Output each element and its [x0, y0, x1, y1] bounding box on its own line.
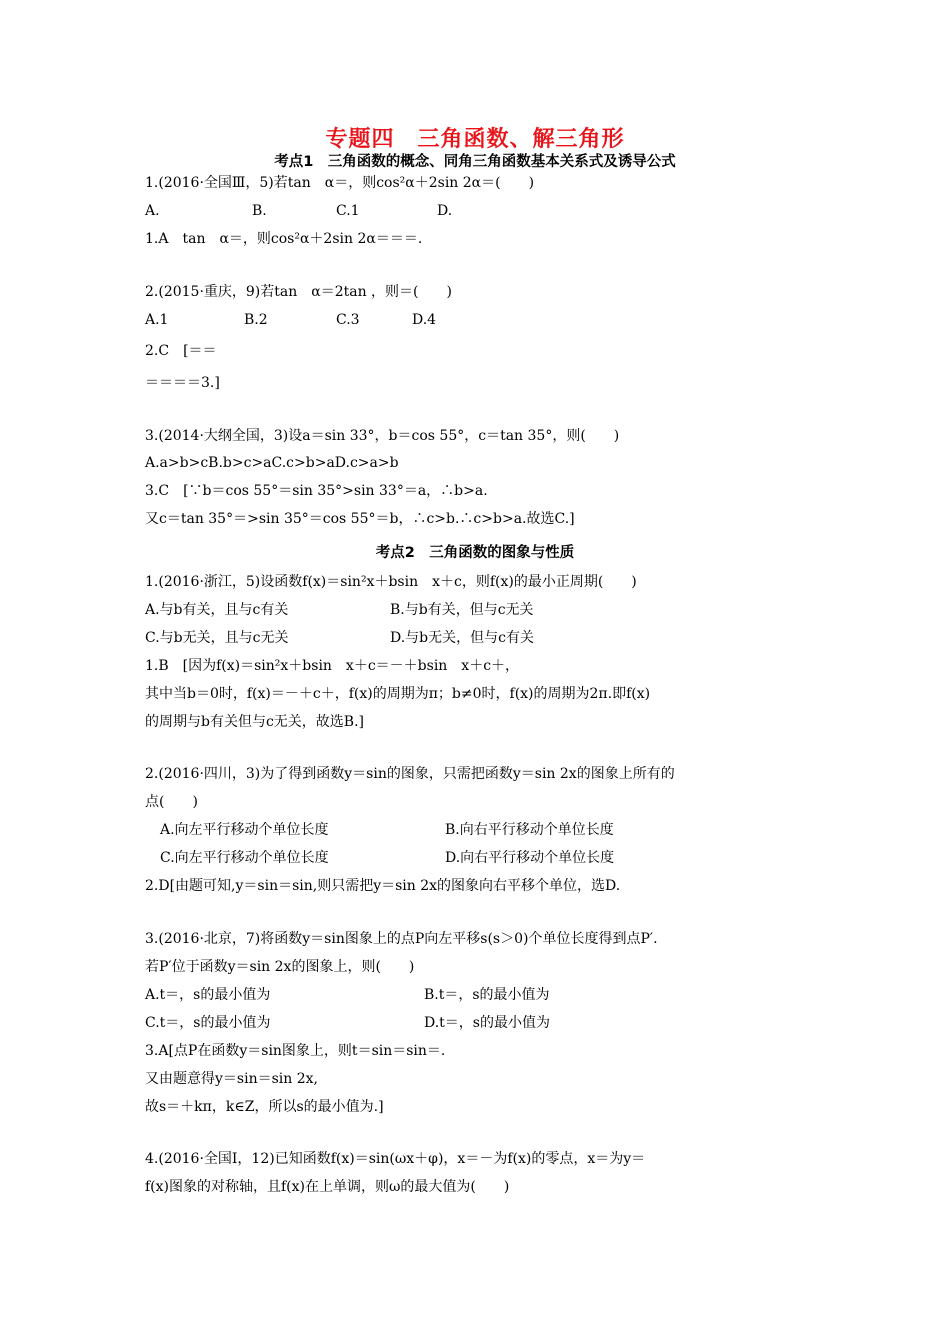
answer: 2.D[由题可知,y＝sin＝sin,则只需把y＝sin 2x的图象向右平移个单位，选D. — [145, 878, 621, 894]
option-b: B. — [252, 203, 267, 219]
question-stem: 4.(2016·全国Ⅰ，12)已知函数f(x)＝sin(ωx＋φ)，x＝－为f(x)的零点，x＝为y＝ — [145, 1151, 646, 1167]
option-c: C.与b无关，且与c无关 — [145, 630, 289, 646]
question-stem-continued: 若P′位于函数y＝sin 2x的图象上，则( ) — [145, 959, 415, 975]
section-heading-2: 考点2 三角函数的图象与性质 — [375, 545, 575, 561]
options: A.a>b>cB.b>c>aC.c>b>aD.c>a>b — [145, 455, 399, 471]
option-a: A.与b有关，且与c有关 — [145, 602, 289, 618]
page-title: 专题四 三角函数、解三角形 — [325, 127, 625, 152]
question-stem: 3.(2014·大纲全国，3)设a＝sin 33°，b＝cos 55°，c＝tan 35°，则( ) — [145, 428, 620, 444]
answer: 2.C [＝＝ — [145, 343, 217, 359]
question-stem-continued: 点( ) — [145, 794, 198, 810]
option-b: B.t＝，s的最小值为 — [424, 987, 550, 1003]
question-stem: 1.(2016·浙江，5)设函数f(x)＝sin²x＋bsin x＋c，则f(x)的最小正周期( ) — [145, 574, 637, 590]
question-stem: 2.(2016·四川，3)为了得到函数y＝sin的图象，只需把函数y＝sin 2x的图象上所有的 — [145, 766, 675, 782]
option-b: B.与b有关，但与c无关 — [390, 602, 534, 618]
answer-continued: 又c＝tan 35°＝>sin 35°＝cos 55°＝b，∴c>b.∴c>b>a.故选C.] — [145, 511, 575, 527]
answer-continued: 其中当b＝0时，f(x)＝－＋c＋，f(x)的周期为π；b≠0时，f(x)的周期为2π.即f(x) — [145, 686, 651, 702]
answer: 1.B [因为f(x)＝sin²x＋bsin x＋c＝－＋bsin x＋c＋， — [145, 658, 520, 674]
question-stem: 2.(2015·重庆，9)若tan α＝2tan ，则＝( ) — [145, 284, 452, 300]
answer: 3.C [∵b＝cos 55°＝sin 35°>sin 33°＝a，∴b>a. — [145, 483, 488, 499]
option-d: D.t＝，s的最小值为 — [424, 1015, 550, 1031]
answer: 1.A tan α＝，则cos²α＋2sin 2α＝＝＝. — [145, 231, 423, 247]
option-a: A.向左平行移动个单位长度 — [160, 822, 329, 838]
option-d: D. — [437, 203, 453, 219]
answer-continued: 又由题意得y＝sin＝sin 2x, — [145, 1071, 318, 1087]
answer-continued: 的周期与b有关但与c无关，故选B.] — [145, 714, 365, 730]
answer-continued: 故s＝＋kπ，k∈Z，所以s的最小值为.] — [145, 1099, 384, 1115]
option-b: B.2 — [244, 312, 268, 328]
question-stem: 1.(2016·全国Ⅲ，5)若tan α＝，则cos²α＋2sin 2α＝( ) — [145, 175, 535, 191]
question-stem-continued: f(x)图象的对称轴，且f(x)在上单调，则ω的最大值为( ) — [145, 1179, 510, 1195]
option-c: C.t＝，s的最小值为 — [145, 1015, 271, 1031]
option-d: D.与b无关，但与c有关 — [390, 630, 534, 646]
option-a: A. — [145, 203, 160, 219]
option-d: D.4 — [412, 312, 437, 328]
option-c: C.3 — [336, 312, 360, 328]
option-b: B.向右平行移动个单位长度 — [445, 822, 614, 838]
answer: 3.A[点P在函数y＝sin图象上，则t＝sin＝sin＝. — [145, 1043, 446, 1059]
option-d: D.向右平行移动个单位长度 — [445, 850, 615, 866]
option-c: C.向左平行移动个单位长度 — [160, 850, 329, 866]
question-stem: 3.(2016·北京，7)将函数y＝sin图象上的点P向左平移s(s＞0)个单位长度得到点P′. — [145, 931, 658, 947]
option-a: A.t＝，s的最小值为 — [145, 987, 271, 1003]
option-c: C.1 — [336, 203, 360, 219]
option-a: A.1 — [145, 312, 169, 328]
section-heading-1: 考点1 三角函数的概念、同角三角函数基本关系式及诱导公式 — [274, 154, 676, 170]
answer-continued: ＝＝＝＝3.] — [145, 375, 220, 391]
